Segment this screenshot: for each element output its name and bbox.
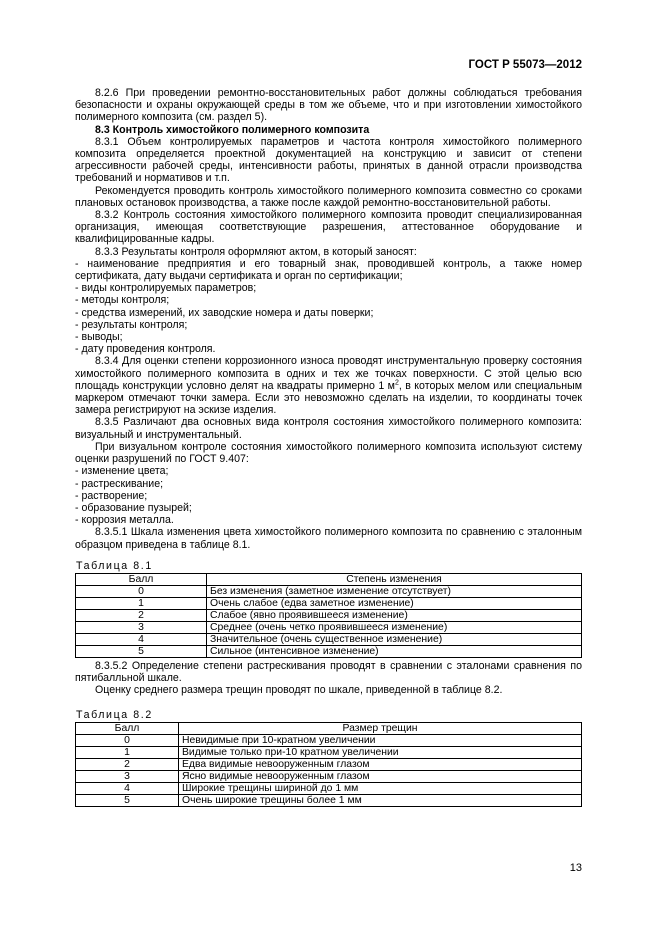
table-cell: Видимые только при-10 кратном увеличении bbox=[179, 746, 582, 758]
table-row bbox=[76, 734, 582, 746]
paragraph-8-3-5-1: 8.3.5.1 Шкала изменения цвета химостойкого полимерного композита по сравнению с эталонным образцом приведена в таблице 8.1. bbox=[75, 526, 582, 551]
act-contents-list bbox=[75, 258, 582, 356]
list-item: - наименование предприятия и его товарный знак, проводившей контроль, а также номер сертификата, дату выдачи сертификата и орган по сертификации; bbox=[75, 257, 582, 283]
list-item: - образование пузырей; bbox=[75, 501, 192, 514]
table-cell: Ясно видимые невооруженным глазом bbox=[179, 770, 582, 782]
column-header: Степень изменения bbox=[207, 573, 582, 585]
paragraph-8-3-2: 8.3.2 Контроль состояния химостойкого полимерного композита проводит специализированная организация, имеющая соответствующие разрешения, аттестованное оборудование и квалифицированные кадры. bbox=[75, 209, 582, 246]
column-header: Размер трещин bbox=[179, 722, 582, 734]
table-cell: 2 bbox=[76, 758, 179, 770]
page-number: 13 bbox=[569, 862, 582, 874]
list-item: - изменение цвета; bbox=[75, 465, 169, 478]
damage-types-list bbox=[75, 465, 582, 526]
page-content bbox=[75, 87, 582, 807]
list-item: - растрескивание; bbox=[75, 477, 164, 490]
paragraph-8-2-6: 8.2.6 При проведении ремонтно-восстановительных работ должны соблюдаться требования безопасности и охраны окружающей среды в том же объеме, что и при изготовлении химостойкого полимерного композита (см. раздел 5). bbox=[75, 87, 582, 124]
column-header: Балл bbox=[76, 573, 207, 585]
table-row bbox=[76, 782, 582, 794]
list-item: - дату проведения контроля. bbox=[75, 343, 216, 356]
table-8-1 bbox=[75, 573, 582, 658]
paragraph-visual-control: При визуальном контроле состояния химостойкого полимерного композита используют систему оценки разрушений по ГОСТ 9.407: bbox=[75, 440, 582, 466]
table-8-2 bbox=[75, 722, 582, 807]
table-cell: Без изменения (заметное изменение отсутствует) bbox=[207, 585, 582, 597]
table-row bbox=[76, 609, 582, 621]
table-cell: 1 bbox=[76, 597, 207, 609]
paragraph-8-3-5: 8.3.5 Различают два основных вида контроля состояния химостойкого полимерного композита: визуальный и инструментальный. bbox=[75, 416, 582, 441]
table-cell: Очень слабое (едва заметное изменение) bbox=[207, 597, 582, 609]
table-cell: 0 bbox=[76, 734, 179, 746]
table-8-2-caption: Таблица 8.2 bbox=[76, 708, 153, 721]
table-cell: 1 bbox=[76, 746, 179, 758]
paragraph-8-3-4-part1: 8.3.4 Для оценки степени коррозионного износа проводят инструментальную проверку состояния химостойкого полимерного композита в одних и тех же точках поверхности. С этой целью всю площадь конструкции условно делят на квадраты примерно 1 м bbox=[75, 355, 582, 392]
table-row bbox=[76, 585, 582, 597]
list-item: - выводы; bbox=[75, 331, 123, 344]
table-cell: 4 bbox=[76, 633, 207, 645]
table-row bbox=[76, 621, 582, 633]
table-cell: 5 bbox=[76, 645, 207, 657]
column-header: Балл bbox=[76, 722, 179, 734]
paragraph-8-3-4-part2: , в которых мелом или специальным маркером отмечают точки замера. Если это невозможно сделать на изделии, то координаты точек замера регистрируют на эскизе изделия. bbox=[75, 379, 582, 417]
table-header-row bbox=[76, 722, 582, 734]
list-item: - растворение; bbox=[75, 489, 148, 502]
table-row bbox=[76, 770, 582, 782]
paragraph-recommendation: Рекомендуется проводить контроль химостойкого полимерного композита совместно со сроками плановых остановок производства, а также после каждой ремонтно-восстановительной работы. bbox=[75, 184, 582, 209]
table-row bbox=[76, 758, 582, 770]
table-cell: Сильное (интенсивное изменение) bbox=[207, 645, 582, 657]
section-heading-8-3: 8.3 Контроль химостойкого полимерного композита bbox=[95, 123, 370, 136]
paragraph-8-3-4 bbox=[75, 355, 582, 416]
list-item: - коррозия металла. bbox=[75, 514, 174, 527]
table-cell: 3 bbox=[76, 621, 207, 633]
table-cell: Очень широкие трещины более 1 мм bbox=[179, 794, 582, 806]
table-cell: 4 bbox=[76, 782, 179, 794]
table-header-row bbox=[76, 573, 582, 585]
list-item: - результаты контроля; bbox=[75, 318, 188, 331]
table-row bbox=[76, 645, 582, 657]
table-row bbox=[76, 794, 582, 806]
superscript: 2 bbox=[394, 379, 399, 387]
table-cell: 5 bbox=[76, 794, 179, 806]
table-cell: Широкие трещины шириной до 1 мм bbox=[179, 782, 582, 794]
table-cell: Значительное (очень существенное изменение) bbox=[207, 633, 582, 645]
paragraph-8-3-1: 8.3.1 Объем контролируемых параметров и частота контроля химостойкого полимерного композита определяется проектной документацией на конструкцию и зависит от степени агрессивности рабочей среды, интенсивности работы, принятых в данной отрасли производства требований и нормативов и т.п. bbox=[75, 135, 582, 185]
table-cell: Едва видимые невооруженным глазом bbox=[179, 758, 582, 770]
table-cell: 0 bbox=[76, 585, 207, 597]
paragraph-crack-size: Оценку среднего размера трещин проводят по шкале, приведенной в таблице 8.2. bbox=[95, 684, 503, 697]
table-cell: Слабое (явно проявившееся изменение) bbox=[207, 609, 582, 621]
table-row bbox=[76, 633, 582, 645]
list-item: - виды контролируемых параметров; bbox=[75, 282, 257, 295]
table-row bbox=[76, 746, 582, 758]
table-cell: 2 bbox=[76, 609, 207, 621]
paragraph-8-3-3: 8.3.3 Результаты контроля оформляют актом, в который заносят: bbox=[95, 245, 417, 258]
paragraph-8-3-5-2: 8.3.5.2 Определение степени растрескивания проводят в сравнении с эталонами сравнения по пятибалльной шкале. bbox=[75, 659, 582, 685]
document-header: ГОСТ Р 55073—2012 bbox=[468, 59, 582, 71]
table-cell: Невидимые при 10-кратном увеличении bbox=[179, 734, 582, 746]
list-item: - средства измерений, их заводские номера и даты поверки; bbox=[75, 306, 374, 319]
table-cell: 3 bbox=[76, 770, 179, 782]
table-row bbox=[76, 597, 582, 609]
list-item: - методы контроля; bbox=[75, 294, 170, 307]
table-8-1-caption: Таблица 8.1 bbox=[76, 559, 153, 572]
table-cell: Среднее (очень четко проявившееся изменение) bbox=[207, 621, 582, 633]
